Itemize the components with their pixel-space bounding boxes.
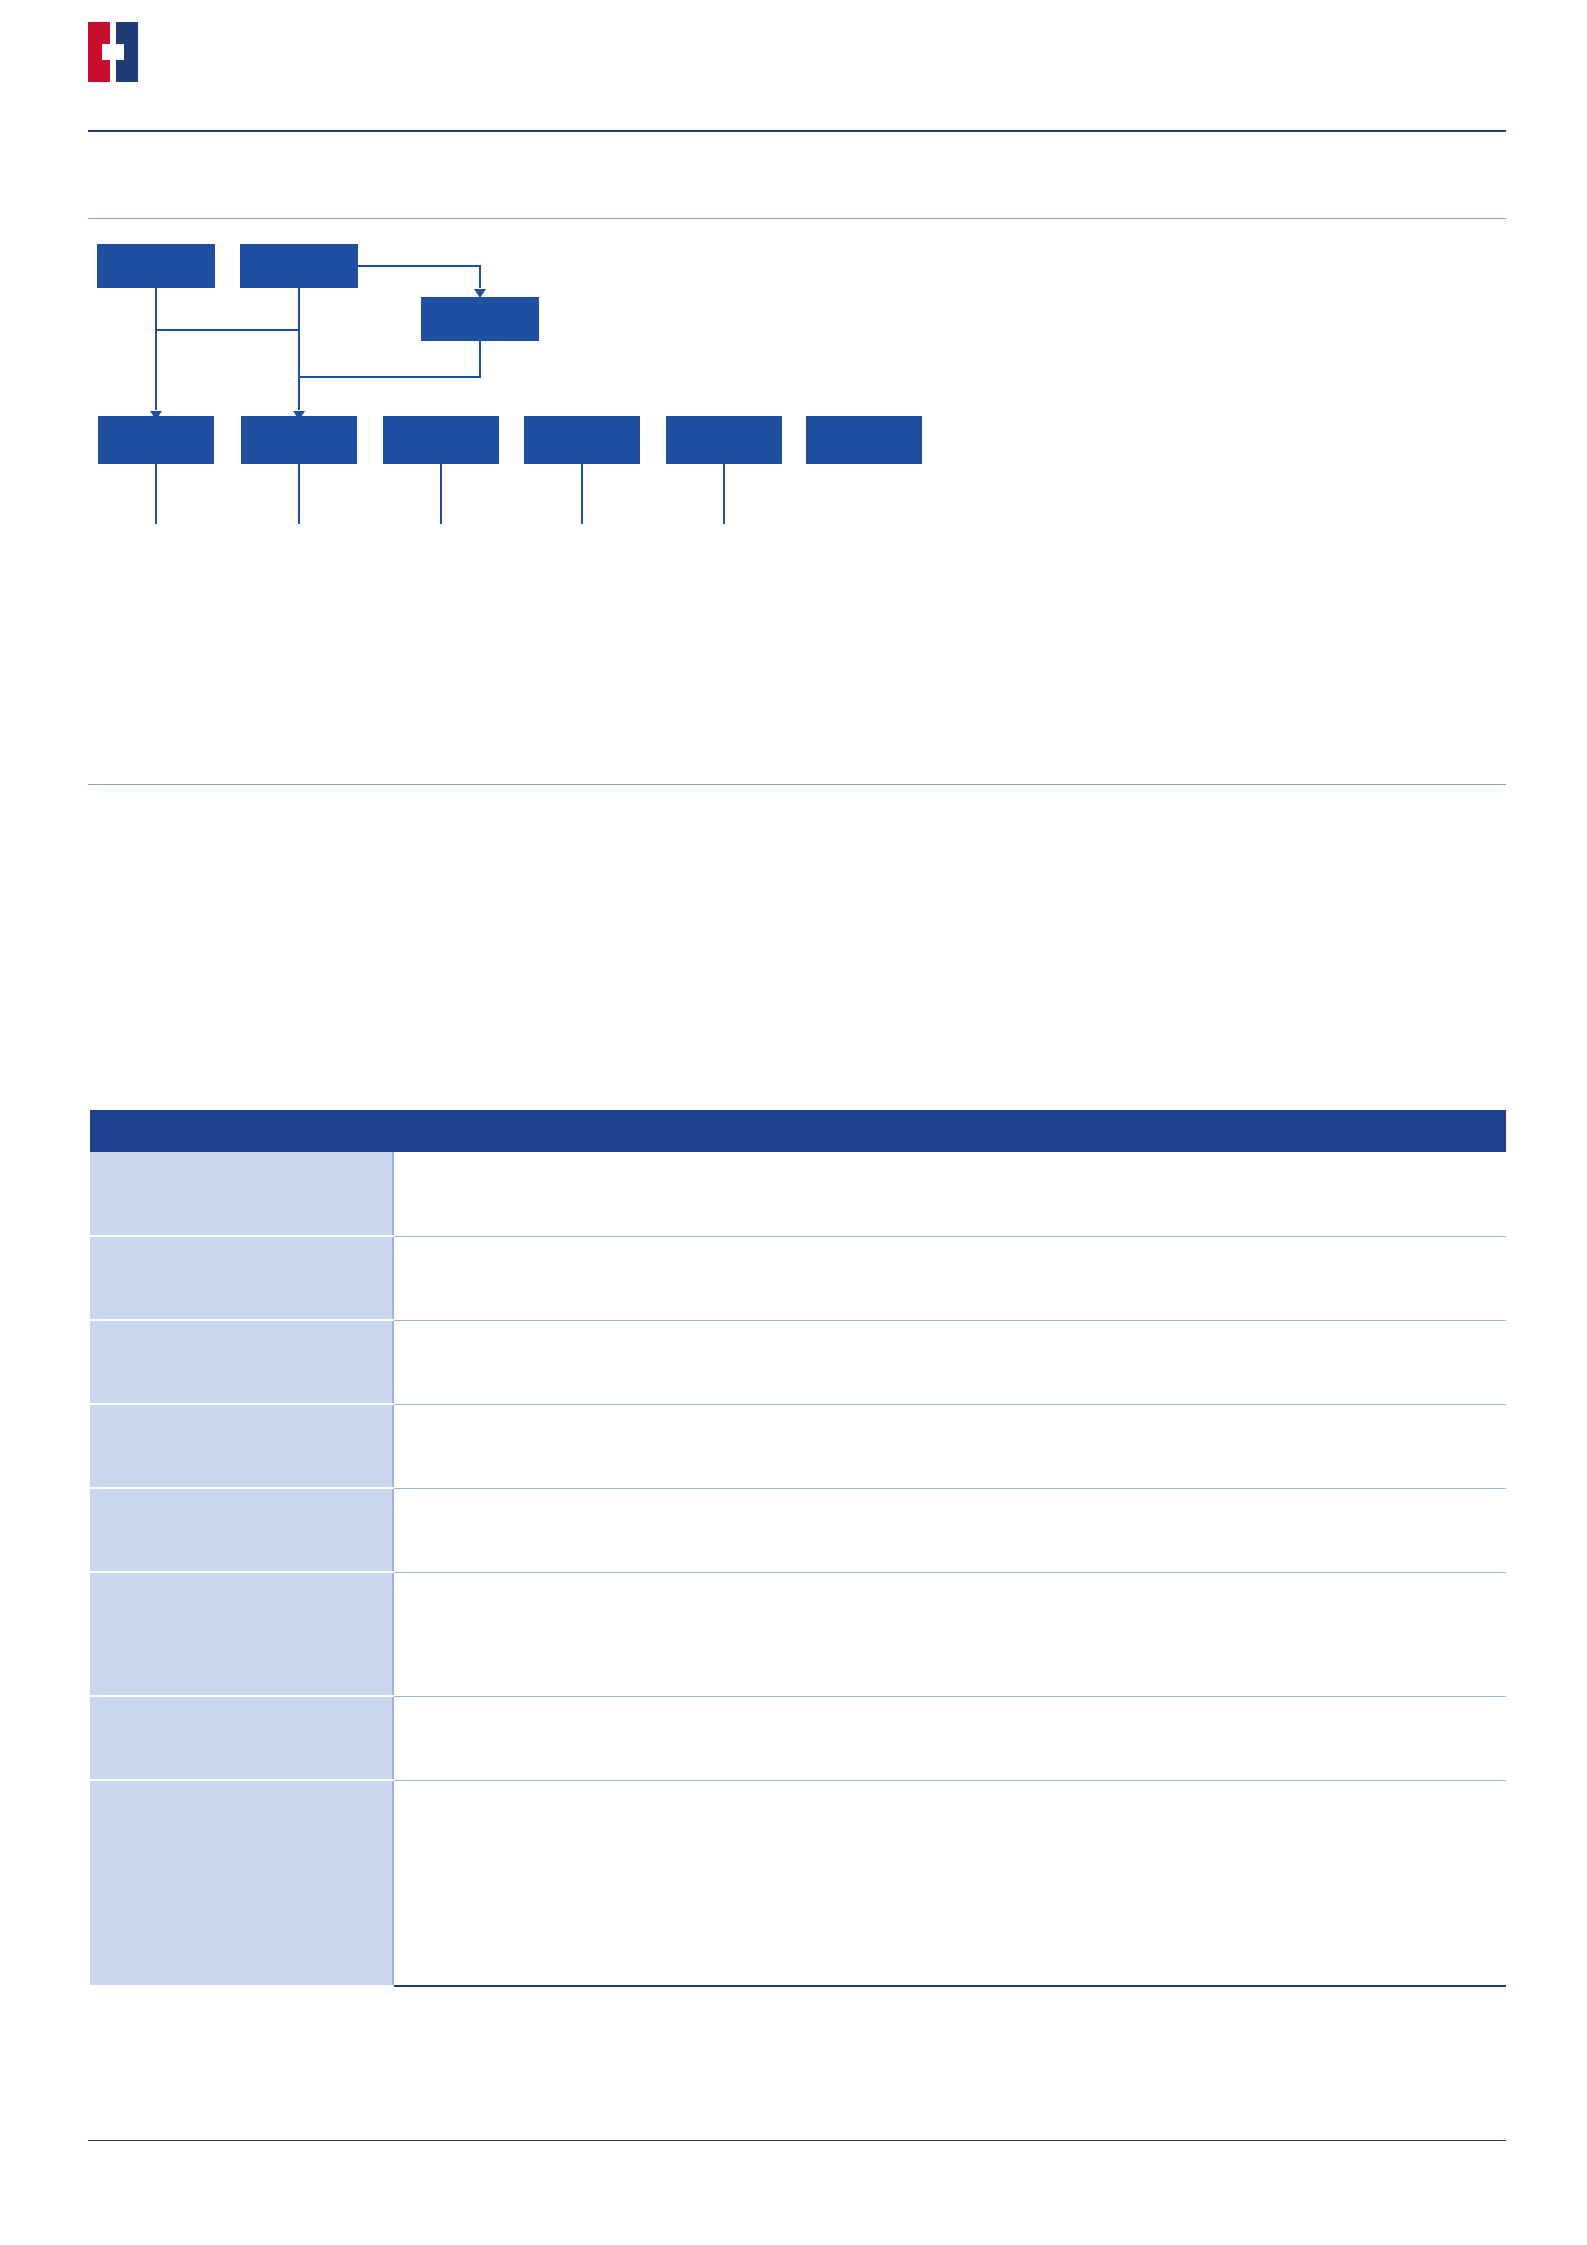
top-node-box xyxy=(240,244,358,288)
cell-name xyxy=(90,1152,205,1236)
company-logo-icon xyxy=(88,22,138,82)
col-header-resume xyxy=(393,1110,1506,1152)
table-row xyxy=(90,1404,1506,1488)
shareholder-box xyxy=(98,416,214,464)
cell-name xyxy=(90,1572,205,1696)
cell-resume xyxy=(393,1696,1506,1780)
management-table xyxy=(90,1110,1506,1987)
cell-position xyxy=(205,1488,393,1572)
cell-resume xyxy=(393,1572,1506,1696)
table-row xyxy=(90,1780,1506,1986)
cell-resume xyxy=(393,1320,1506,1404)
col-header-name xyxy=(90,1110,205,1152)
cell-name xyxy=(90,1488,205,1572)
connector xyxy=(299,341,480,377)
cell-resume xyxy=(393,1488,1506,1572)
cell-position xyxy=(205,1236,393,1320)
table-header-row xyxy=(90,1110,1506,1152)
cell-position xyxy=(205,1320,393,1404)
arrow-icon xyxy=(474,289,486,298)
table-row xyxy=(90,1152,1506,1236)
table-row xyxy=(90,1488,1506,1572)
connector xyxy=(358,266,480,288)
cell-name xyxy=(90,1404,205,1488)
table-row xyxy=(90,1320,1506,1404)
shareholder-box xyxy=(666,416,782,464)
top-node-box xyxy=(421,297,539,341)
cell-position xyxy=(205,1152,393,1236)
cell-position xyxy=(205,1780,393,1986)
cell-position xyxy=(205,1696,393,1780)
cell-name xyxy=(90,1320,205,1404)
figure-source-rule xyxy=(88,784,1506,785)
cell-name xyxy=(90,1696,205,1780)
shareholder-box xyxy=(383,416,499,464)
table-row xyxy=(90,1236,1506,1320)
cell-name xyxy=(90,1236,205,1320)
top-node-box xyxy=(97,244,215,288)
shareholder-box xyxy=(241,416,357,464)
cell-name xyxy=(90,1780,205,1986)
cell-resume xyxy=(393,1404,1506,1488)
figure-caption-rule xyxy=(88,218,1506,219)
cell-resume xyxy=(393,1236,1506,1320)
header-divider xyxy=(88,130,1506,132)
cell-position xyxy=(205,1572,393,1696)
cell-position xyxy=(205,1404,393,1488)
cell-resume xyxy=(393,1152,1506,1236)
col-header-position xyxy=(205,1110,393,1152)
shareholder-box xyxy=(806,416,922,464)
cell-resume xyxy=(393,1780,1506,1986)
shareholder-box xyxy=(524,416,640,464)
footer-divider xyxy=(88,2140,1506,2141)
table-row xyxy=(90,1696,1506,1780)
table-row xyxy=(90,1572,1506,1696)
equity-structure-chart xyxy=(88,232,1506,772)
